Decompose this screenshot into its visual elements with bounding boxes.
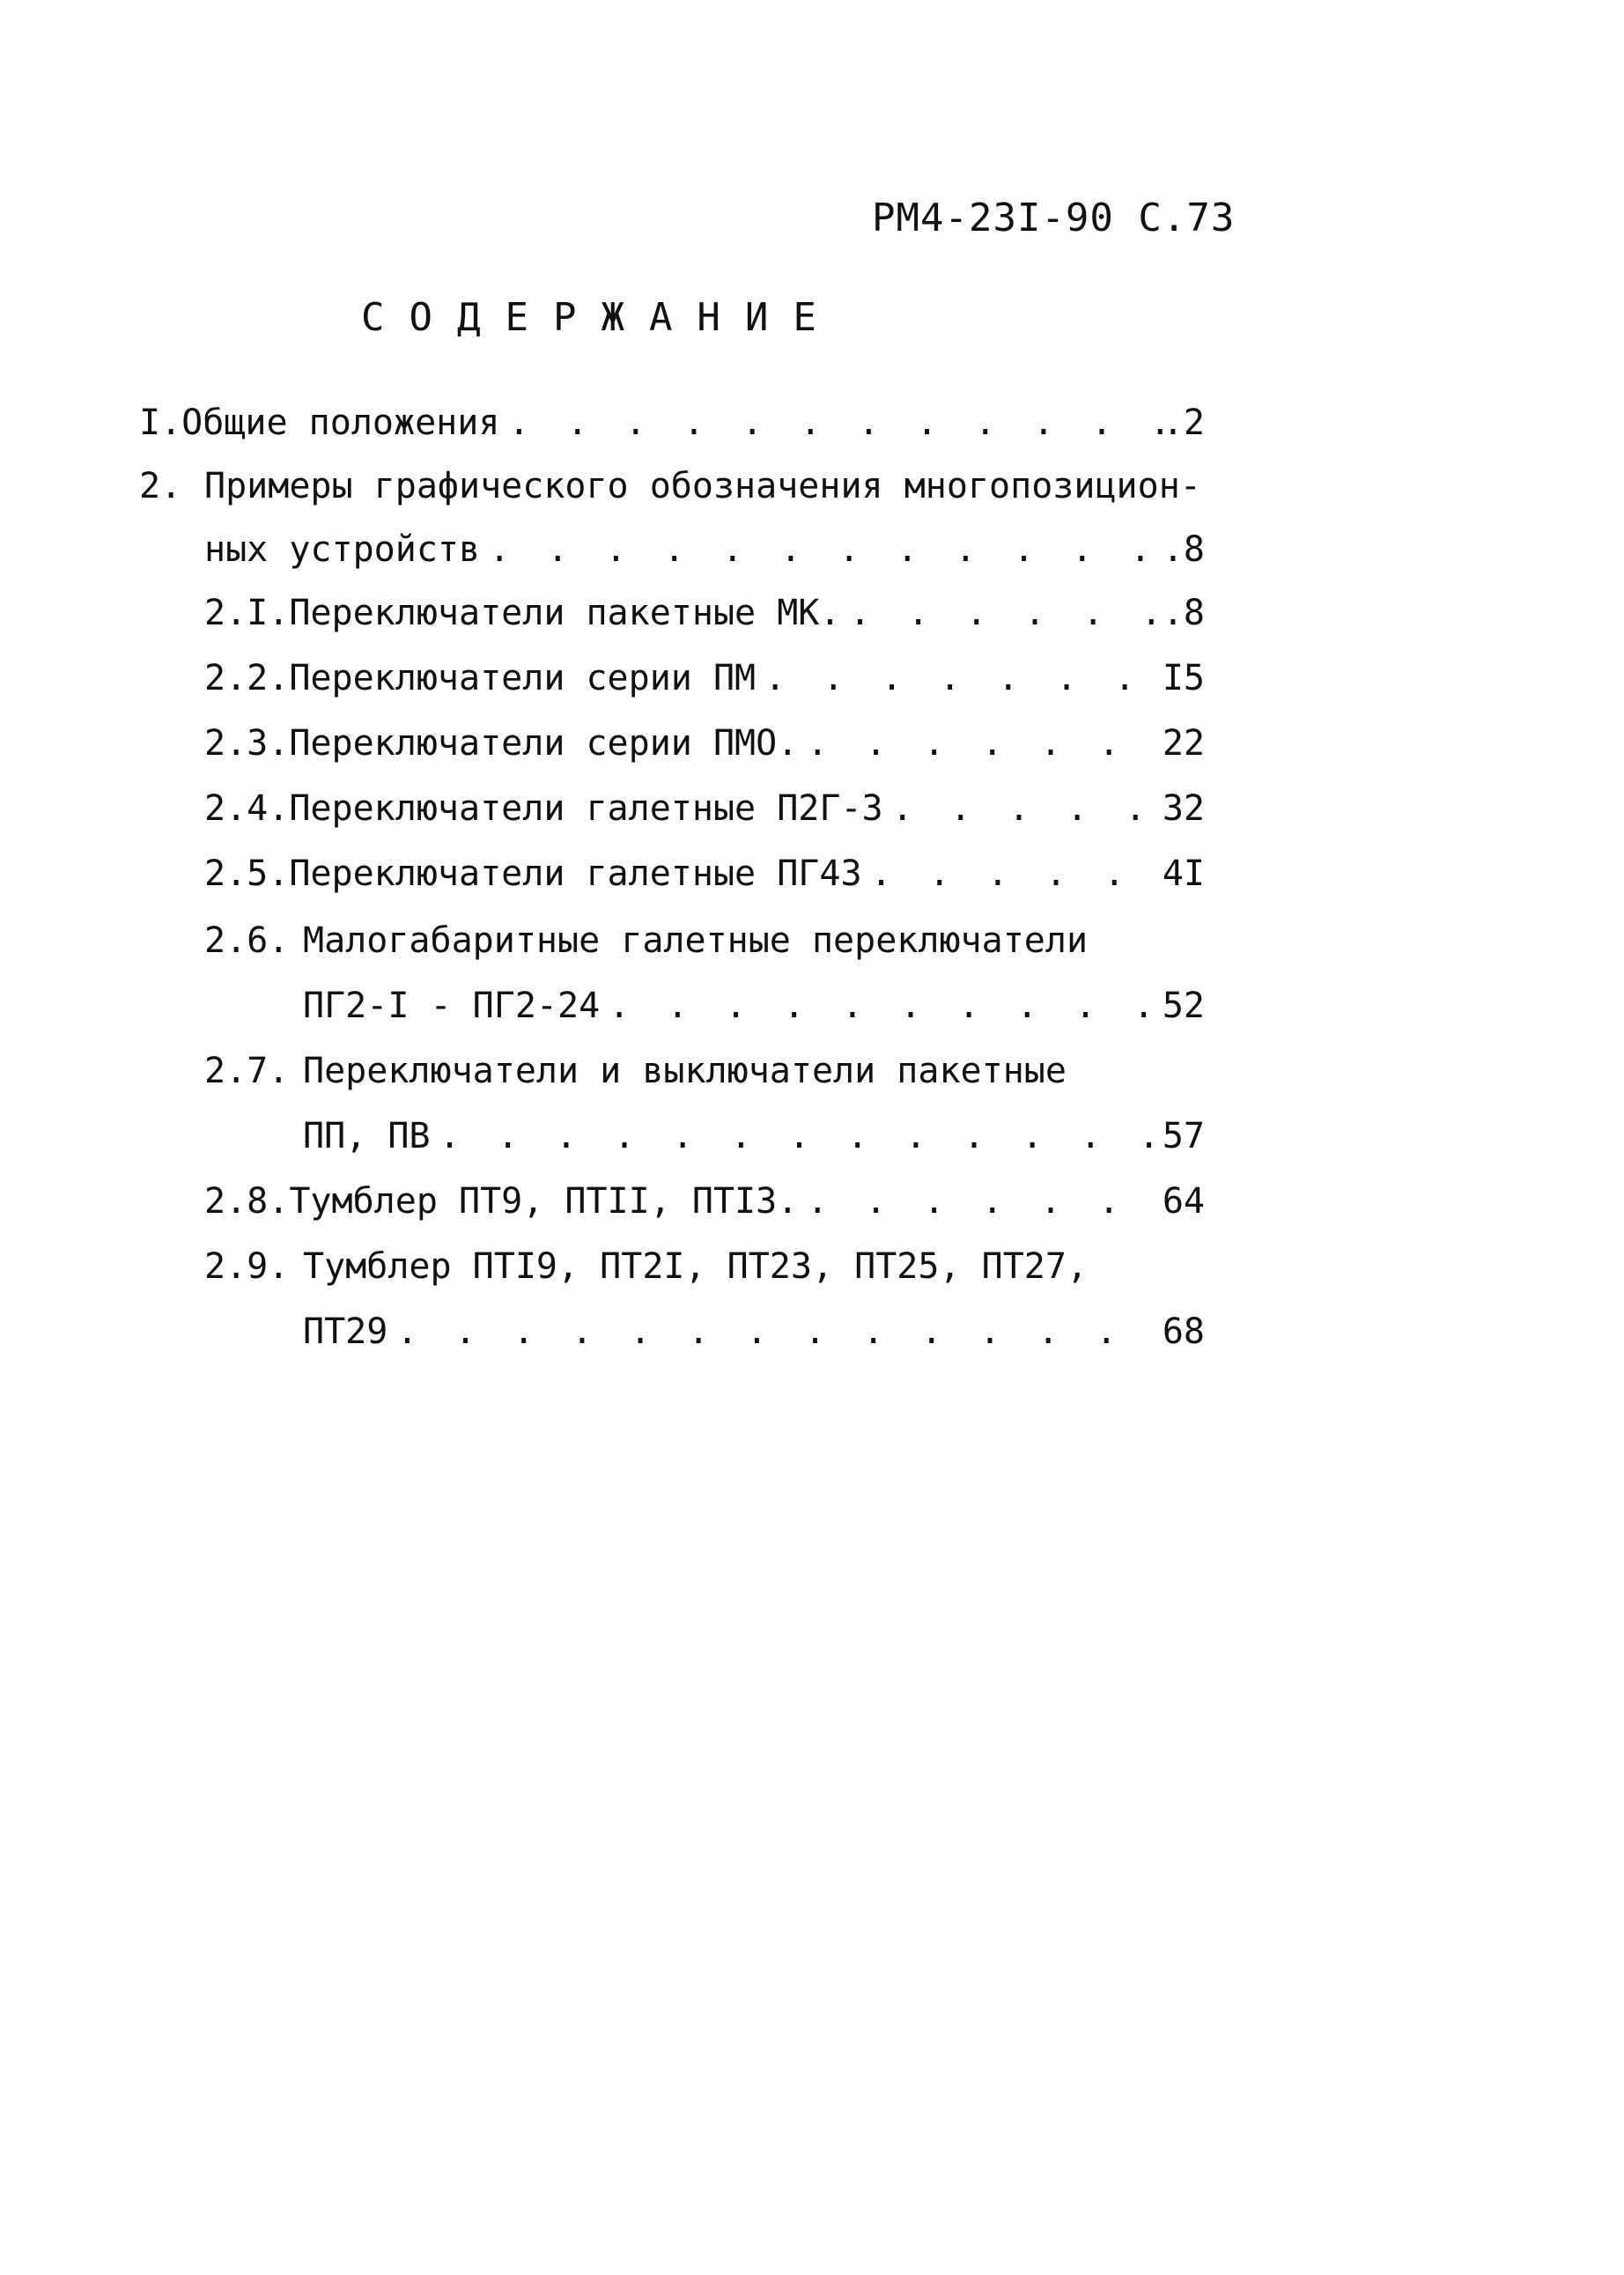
leader-dots — [756, 654, 1163, 703]
leader-dots — [883, 784, 1163, 833]
toc-entry-title: Малогабаритные галетные переключатели — [303, 920, 1089, 961]
toc-entry-number: 2.5. — [204, 853, 290, 894]
toc-entry-number: 2.3. — [204, 723, 290, 764]
toc-entry-page: .2 — [1162, 403, 1205, 443]
toc-entry-2-1 — [204, 588, 1205, 638]
toc-entry-page: 52 — [1162, 986, 1205, 1026]
toc-entry-page: 4I — [1162, 853, 1205, 894]
toc-entry-2-2 — [204, 654, 1205, 703]
toc-entry-2-9 — [204, 1242, 1205, 1291]
toc-entry-page: 22 — [1162, 723, 1205, 764]
leader-dots — [480, 525, 1163, 574]
toc-entry-page: 32 — [1162, 788, 1205, 829]
toc-entry-title-continuation: ПТ29 — [303, 1311, 388, 1352]
leader-dots — [798, 1177, 1163, 1226]
toc-entry-title: Переключатели серии ПМ — [289, 658, 757, 698]
leader-dots — [862, 849, 1163, 898]
toc-entry-page: 57 — [1162, 1116, 1205, 1156]
toc-entry-title-continuation: ПГ2-I - ПГ2-24 — [303, 986, 601, 1026]
toc-entry-2-9-continuation — [303, 1307, 1205, 1356]
toc-entry-2-5 — [204, 849, 1205, 898]
leader-dots — [600, 981, 1163, 1030]
leader-dots — [798, 719, 1163, 768]
toc-entry-title: Переключатели пакетные МК. — [289, 593, 841, 633]
toc-entry-2-6-continuation — [303, 981, 1205, 1030]
toc-entry-2-8 — [204, 1177, 1205, 1226]
leader-dots — [499, 398, 1162, 447]
toc-entry-title-continuation: ных устройств — [204, 529, 481, 570]
toc-entry-2-7-continuation — [303, 1112, 1205, 1161]
toc-entry-title: Переключатели серии ПМО. — [289, 723, 799, 764]
leader-dots — [388, 1307, 1163, 1356]
toc-entry-page: .8 — [1162, 593, 1205, 633]
toc-entry-2-3 — [204, 719, 1205, 768]
toc-entry-title: Переключатели галетные П2Г-3 — [289, 788, 883, 829]
toc-entry-title: Примеры графического обозначения многопозицион- — [204, 466, 1201, 506]
toc-entry-number: 2.6. — [204, 920, 290, 961]
toc-entry-page: 64 — [1162, 1181, 1205, 1222]
leader-dots — [431, 1112, 1163, 1161]
toc-entry-number: I. — [139, 403, 182, 443]
toc-entry-2-6 — [204, 916, 1205, 965]
toc-entry-number: 2.4. — [204, 788, 290, 829]
toc-entry-number: 2. — [139, 466, 182, 506]
toc-entry-number: 2.9. — [204, 1246, 290, 1287]
toc-entry-number: 2.2. — [204, 658, 290, 698]
toc-entry-2-4 — [204, 784, 1205, 833]
toc-entry-page: 68 — [1162, 1311, 1205, 1352]
toc-entry-number: 2.I. — [204, 593, 290, 633]
page-title: СОДЕРЖАНИЕ — [361, 295, 841, 340]
leader-dots — [840, 588, 1162, 638]
toc-entry-number: 2.8. — [204, 1181, 290, 1222]
toc-entry-page: .8 — [1162, 529, 1205, 570]
toc-entry-title: Переключатели и выключатели пакетные — [303, 1051, 1067, 1091]
toc-entry-page: I5 — [1162, 658, 1205, 698]
document-code: РМ4-23I-90 С.73 — [872, 196, 1236, 240]
toc-entry-2 — [139, 462, 1205, 511]
toc-entry-2-continuation — [204, 525, 1205, 574]
toc-entry-title: Переключатели галетные ПГ43 — [289, 853, 862, 894]
toc-entry-title-continuation: ПП, ПВ — [303, 1116, 431, 1156]
toc-entry-title: Тумблер ПТI9, ПТ2I, ПТ23, ПТ25, ПТ27, — [303, 1246, 1089, 1287]
toc-entry-1 — [139, 398, 1205, 447]
toc-entry-title: Тумблер ПТ9, ПТII, ПТI3. — [289, 1181, 799, 1222]
toc-entry-2-7 — [204, 1046, 1205, 1096]
toc-entry-number: 2.7. — [204, 1051, 290, 1091]
toc-entry-title: Общие положения — [181, 403, 500, 443]
